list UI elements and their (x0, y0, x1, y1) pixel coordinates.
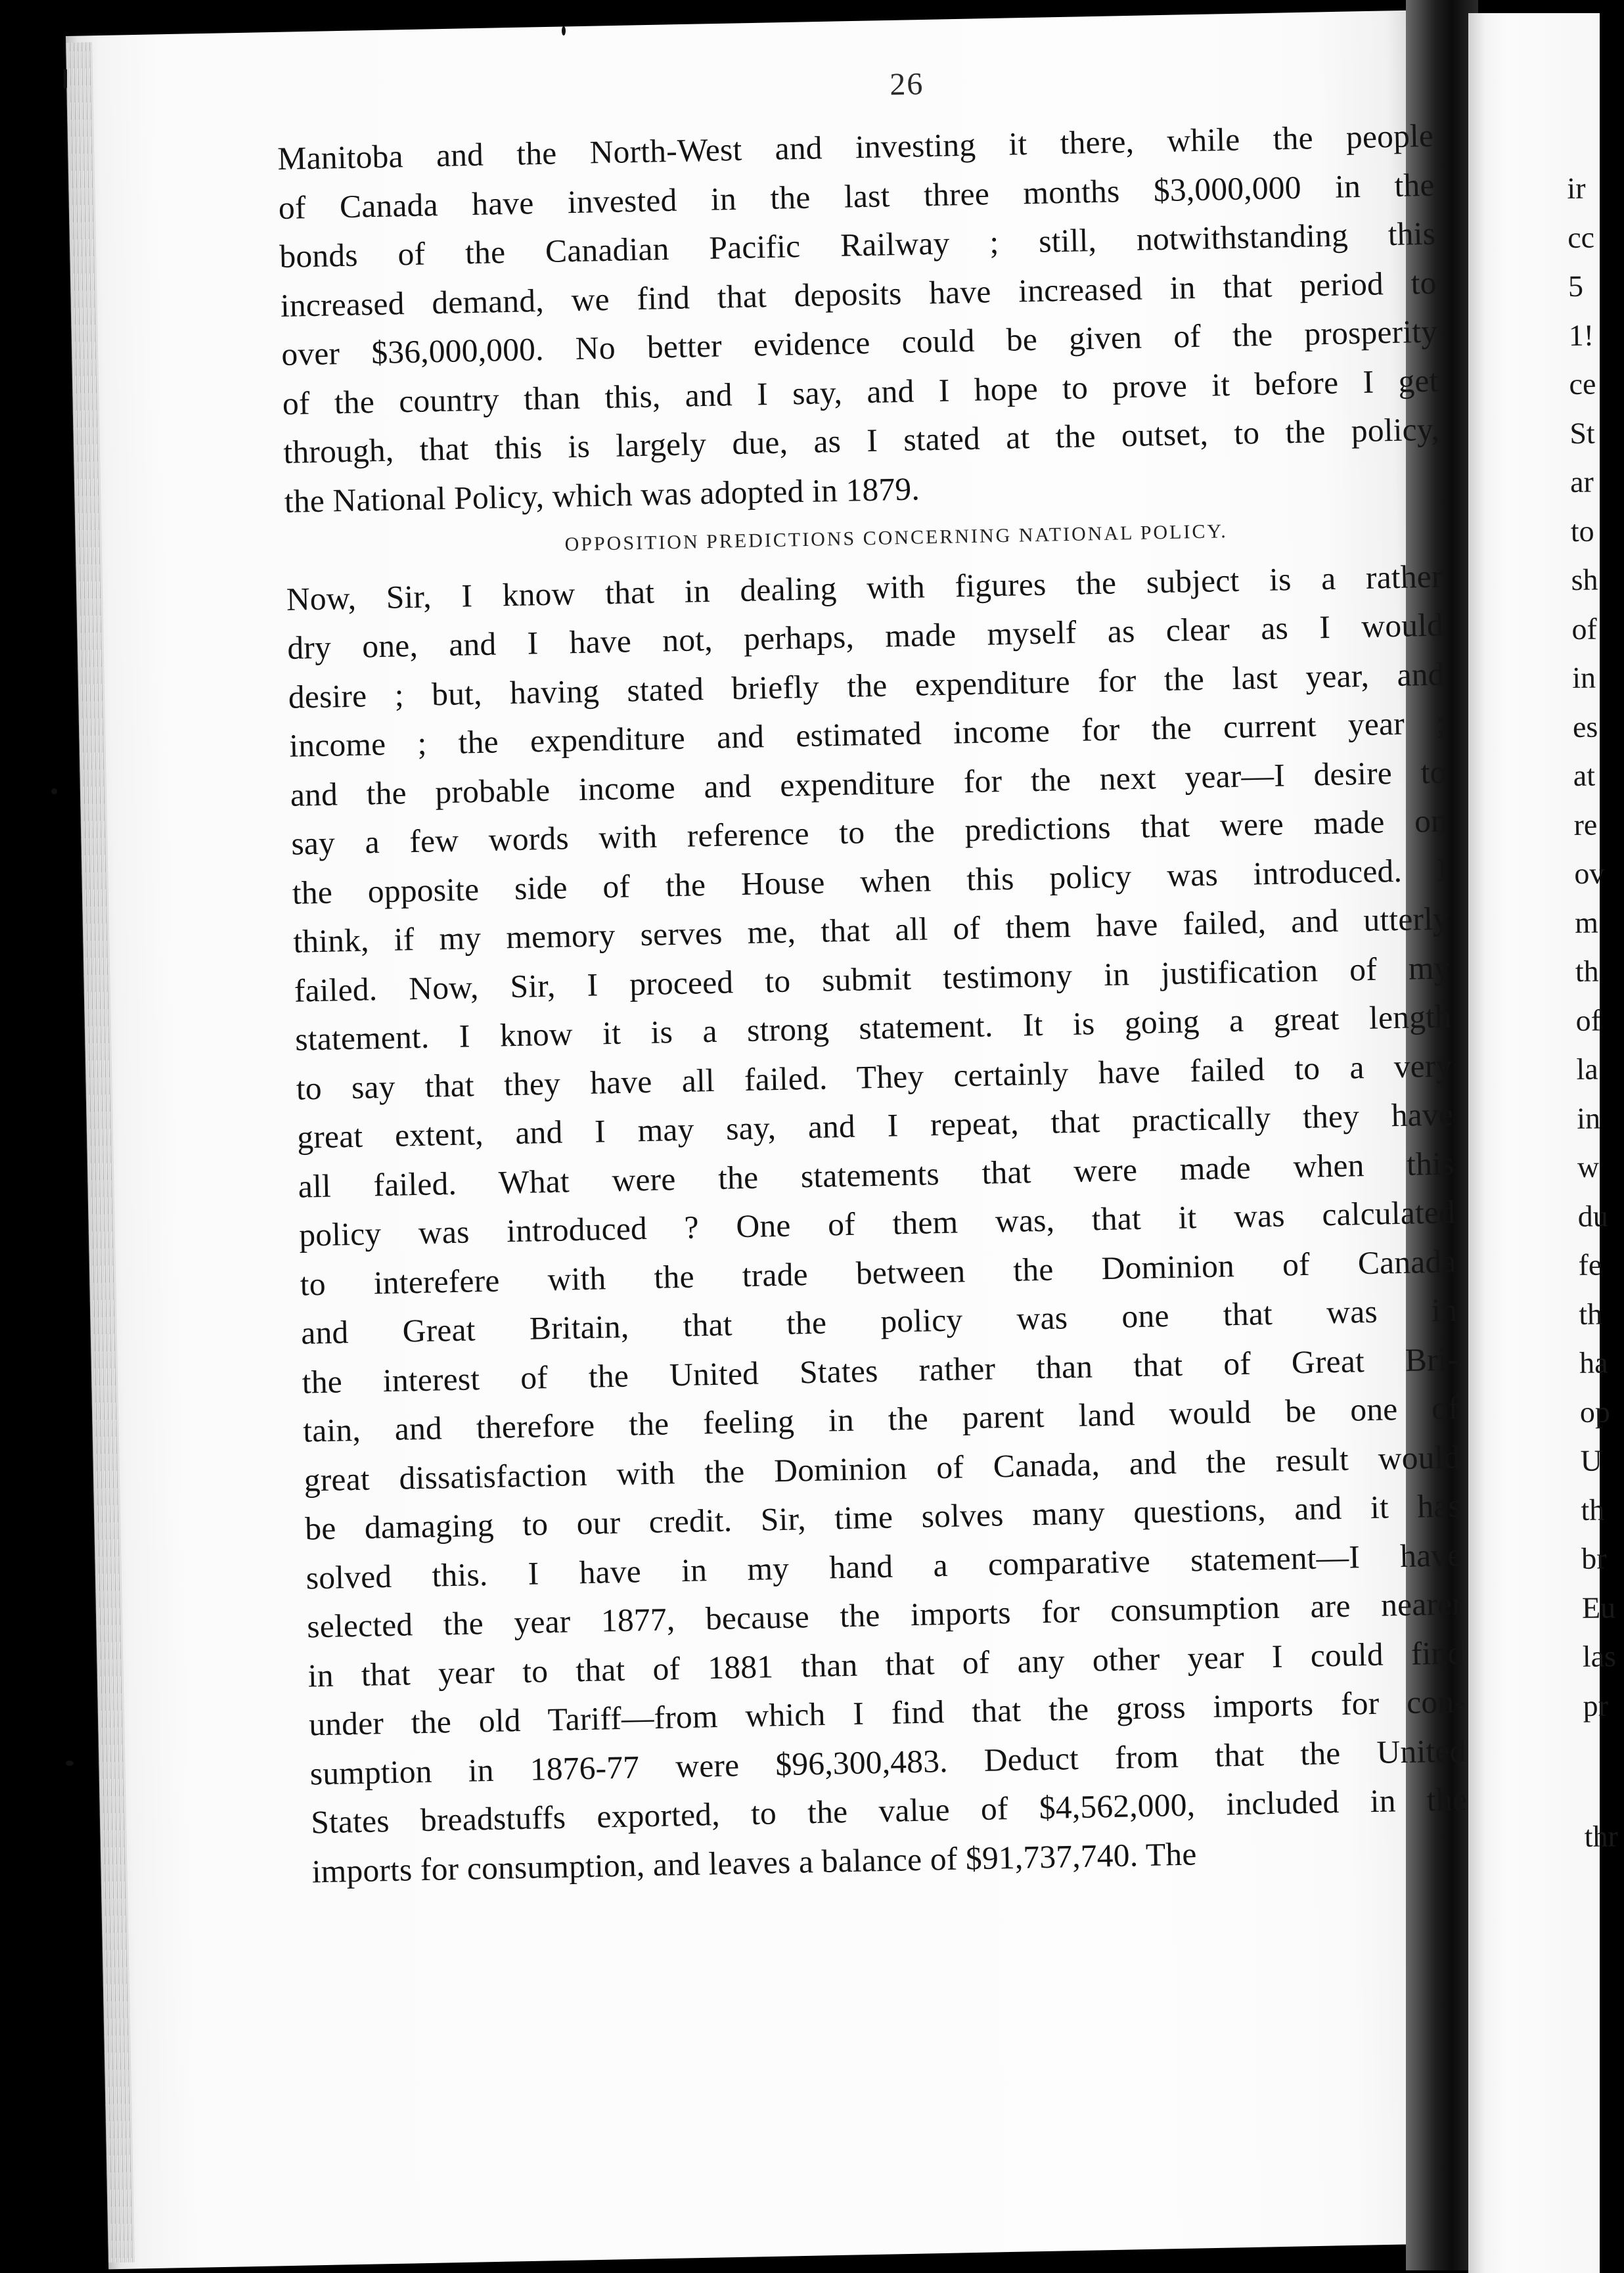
text-line: imports for consumption, and leaves a balance of $91,737,740. The (311, 1835, 1197, 1889)
text-line: increased demand, we find that deposits have increased in that period to (280, 264, 1437, 324)
text-line: failed. Now, Sir, I proceed to submit testimony in justification of my (294, 949, 1451, 1009)
facing-page-fragment: la (1576, 1052, 1598, 1086)
facing-page-fragment: du (1577, 1198, 1609, 1233)
text-line: of the country than this, and I say, and I hope to prove it before I get (282, 362, 1439, 422)
text-line: States breadstuffs exported, to the value of $4,562,000, included in the (310, 1781, 1468, 1841)
text-line: under the old Tariff—from which I find that the gross imports for con- (308, 1683, 1466, 1743)
text-line: Now, Sir, I know that in dealing with figures the subject is a rather (286, 558, 1443, 618)
facing-page-fragment: th (1579, 1297, 1603, 1331)
text-line: to interefere with the trade between the Dominion of Canada (300, 1242, 1457, 1303)
facing-page-fragment: of (1571, 612, 1597, 646)
facing-page-fragment: cc (1567, 220, 1595, 254)
facing-page-fragment: fe (1578, 1248, 1602, 1282)
facing-page-fragment: St (1569, 416, 1595, 450)
text-line: great dissatisfaction with the Dominion of Canada, and the result would (304, 1438, 1461, 1498)
text-line: think, if my memory serves me, that all of them have failed, and utterly (292, 900, 1450, 960)
text-line: all failed. What were the statements that were made when this (298, 1144, 1455, 1205)
facing-page-fragment: to (1570, 514, 1594, 548)
facing-page-fragment: ov (1574, 856, 1605, 890)
ink-speck (66, 1761, 74, 1766)
text-line: great extent, and I may say, and I repeat, that practically they have (296, 1096, 1454, 1156)
facing-page-fragment: at (1573, 758, 1596, 792)
text-line: tain, and therefore the feeling in the parent land would be one of (302, 1389, 1460, 1449)
facing-page-fragment: th (1581, 1493, 1605, 1527)
text-line: through, that this is largely due, as I stated at the outset, to the policy, (282, 411, 1440, 470)
facing-page-fragment: in (1576, 1101, 1601, 1135)
text-line: the National Policy, which was adopted in 1879. (284, 470, 920, 520)
text-line: policy was introduced ? One of them was, that it was calculated (298, 1194, 1456, 1253)
text-line: to say that they have all failed. They certainly have failed to a very (296, 1046, 1453, 1107)
text-line: in that year to that of 1881 than that of any other year I could find (307, 1634, 1464, 1694)
text-line: solved this. I have in my hand a comparative statement—I have (305, 1536, 1462, 1596)
facing-page-fragment: U (1580, 1443, 1603, 1477)
facing-page-fragment: 5 (1568, 269, 1584, 303)
facing-page-fragment: sh (1571, 562, 1598, 596)
facing-page-fragment: es (1572, 709, 1598, 744)
facing-page-fragment: ir (1567, 171, 1586, 205)
facing-page-fragment: 1! (1568, 318, 1594, 352)
text-line: and the probable income and expenditure for the next year—I desire to (290, 753, 1447, 813)
ink-speck (64, 69, 67, 89)
text-line: Manitoba and the North-West and investing it there, while the people (277, 117, 1434, 177)
facing-page-fragment: op (1579, 1394, 1611, 1429)
text-line: of Canada have invested in the last three months $3,000,000 in the (278, 166, 1435, 226)
text-line: sumption in 1876-77 were $96,300,483. Deduct from that the United (309, 1732, 1466, 1791)
text-line: income ; the expenditure and estimated income for the current year ; (288, 704, 1446, 764)
facing-page-fragment: pr (1583, 1688, 1609, 1722)
text-line: and Great Britain, that the policy was one that was in (300, 1292, 1458, 1351)
facing-page-fragment: ar (1569, 464, 1594, 499)
facing-page-fragment: of (1575, 1003, 1602, 1037)
facing-page-fragment: re (1573, 807, 1598, 842)
facing-page-fragment: br (1581, 1541, 1607, 1575)
section-heading: OPPOSITION PREDICTIONS CONCERNING NATIONAL POLICY. (564, 520, 1229, 556)
page-number: 26 (889, 66, 924, 102)
facing-page-fragment: m (1574, 905, 1599, 939)
ink-speck (51, 788, 57, 794)
body-text (277, 112, 1468, 1897)
text-line: the opposite side of the House when this policy was introduced. I (292, 851, 1449, 911)
page-text-block (276, 56, 1468, 1897)
facing-page-fragment: thr (1584, 1819, 1619, 1853)
text-line: dry one, and I have not, perhaps, made myself as clear as I would (286, 606, 1444, 666)
facing-page-fragment: in (1571, 660, 1596, 694)
text-line: over $36,000,000. No better evidence could be given of the prosperity (281, 313, 1438, 372)
text-line: bonds of the Canadian Pacific Railway ; still, notwithstanding this (279, 215, 1436, 275)
text-line: be damaging to our credit. Sir, time solves many questions, and it has (304, 1487, 1462, 1547)
facing-page-fragment: Eu (1581, 1590, 1616, 1625)
text-line: statement. I know it is a strong statement. It is going a great length (294, 998, 1452, 1058)
facing-page-fragment: ce (1569, 367, 1596, 401)
text-line: say a few words with reference to the predictions that were made on (290, 802, 1448, 862)
facing-page-fragment: th (1575, 954, 1599, 988)
text-line: desire ; but, having stated briefly the expenditure for the last year, and (288, 655, 1445, 715)
text-line: the interest of the United States rather than that of Great Bri- (302, 1340, 1459, 1401)
fragment-gap (1583, 1730, 1623, 1812)
facing-page-fragment: las (1582, 1639, 1617, 1673)
facing-page-fragment: w (1577, 1150, 1600, 1184)
facing-page-fragment: ha (1579, 1345, 1608, 1380)
ink-speck (562, 26, 566, 35)
text-line: selected the year 1877, because the imports for consumption are nearer (306, 1585, 1464, 1645)
